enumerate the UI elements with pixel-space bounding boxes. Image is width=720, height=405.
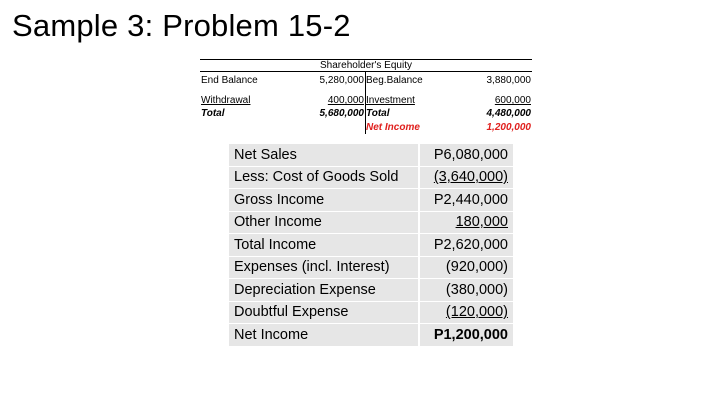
gross-income-label: Gross Income xyxy=(229,189,419,212)
depreciation-expense-amount: (380,000) xyxy=(419,279,513,302)
expenses-label: Expenses (incl. Interest) xyxy=(229,256,419,279)
credit-total-amount: 4,480,000 xyxy=(486,108,531,119)
total-income-label: Total Income xyxy=(229,234,419,257)
table-row xyxy=(229,144,513,166)
slide-title: Sample 3: Problem 15-2 xyxy=(12,8,351,43)
net-income-label: Net Income xyxy=(229,324,419,347)
credit-net-income-label: Net Income xyxy=(366,122,420,133)
total-income-amount: P2,620,000 xyxy=(419,234,513,257)
credit-beg-balance-amount: 3,880,000 xyxy=(486,75,531,86)
debit-total-amount: 5,680,000 xyxy=(319,108,364,119)
credit-investment-amount: 600,000 xyxy=(494,95,531,106)
debit-end-balance-amount: 5,280,000 xyxy=(319,75,364,86)
cost-of-goods-sold-label: Less: Cost of Goods Sold xyxy=(229,166,419,189)
net-sales-amount: P6,080,000 xyxy=(419,144,513,166)
table-row xyxy=(229,256,513,279)
expenses-amount: (920,000) xyxy=(419,256,513,279)
table-row xyxy=(229,189,513,212)
doubtful-expense-label: Doubtful Expense xyxy=(229,301,419,324)
t-account-shareholders-equity xyxy=(200,58,532,136)
debit-end-balance-label: End Balance xyxy=(201,75,258,86)
t-account-horizontal-rule xyxy=(200,71,532,72)
net-sales-label: Net Sales xyxy=(229,144,419,166)
debit-withdrawal-amount: 400,000 xyxy=(327,95,364,106)
credit-total-label: Total xyxy=(366,108,390,119)
table-row xyxy=(229,279,513,302)
credit-investment-label: Investment xyxy=(366,95,415,106)
table-row xyxy=(229,166,513,189)
table-row xyxy=(229,301,513,324)
table-row xyxy=(229,234,513,257)
debit-withdrawal-label: Withdrawal xyxy=(201,95,251,106)
other-income-amount: 180,000 xyxy=(419,211,513,234)
net-income-amount: P1,200,000 xyxy=(419,324,513,347)
doubtful-expense-amount: (120,000) xyxy=(419,301,513,324)
depreciation-expense-label: Depreciation Expense xyxy=(229,279,419,302)
gross-income-amount: P2,440,000 xyxy=(419,189,513,212)
other-income-label: Other Income xyxy=(229,211,419,234)
income-statement-table xyxy=(229,144,513,347)
cost-of-goods-sold-amount: (3,640,000) xyxy=(419,166,513,189)
table-row xyxy=(229,211,513,234)
t-account-header: Shareholder's Equity xyxy=(320,60,412,71)
credit-net-income-amount: 1,200,000 xyxy=(486,122,531,133)
debit-total-label: Total xyxy=(201,108,225,119)
table-row xyxy=(229,324,513,347)
credit-beg-balance-label: Beg.Balance xyxy=(366,75,423,86)
